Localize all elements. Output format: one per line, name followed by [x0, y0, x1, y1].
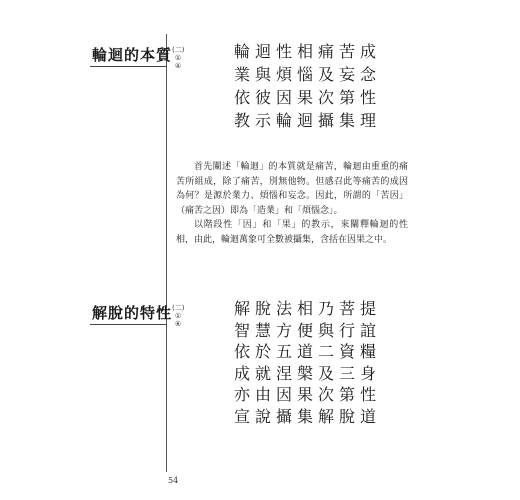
verse-line: 教示輪迴攝集理	[234, 111, 382, 130]
section-title-liberation: 解脫的特性	[92, 304, 173, 322]
section-title-underline	[90, 66, 166, 67]
section-tag: (二) ① ⑥	[172, 304, 185, 328]
verse-liberation	[234, 298, 381, 427]
verse-line: 依彼因果次第性	[234, 88, 382, 107]
verse-samsara	[234, 40, 381, 132]
vertical-divider	[166, 34, 167, 472]
prose-paragraph: 首先闡述「輪迴」的本質就是痛苦，輪迴由重重的痛苦所組成，除了痛苦，別無他物。但感召此等痛苦的成因為何？是源於業力、煩惱和妄念。因此，所謂的「苦因」（痛苦之因）即為「造業」和「煩惱念」。	[176, 162, 408, 216]
verse-line: 依於五道二資糧	[234, 342, 382, 361]
verse-line: 解脫法相乃菩提	[234, 299, 382, 318]
verse-line: 輪迴性相痛苦成	[234, 42, 382, 61]
verse-line: 成就涅槃及三身	[234, 363, 382, 383]
section-title-underline	[90, 324, 166, 325]
page-number: 54	[168, 476, 179, 485]
section-title-samsara: 輪迴的本質	[92, 46, 173, 64]
prose-paragraph: 以階段性「因」和「果」的教示，來闡釋輪迴的性相，由此，輪迴萬象可全數被攝集，含括在因果之中。	[176, 220, 408, 245]
verse-line: 智慧方便與行誼	[234, 320, 382, 340]
prose-block	[176, 160, 408, 247]
verse-line: 亦由因果次第性	[234, 385, 382, 404]
verse-line: 宣說攝集解脫道	[234, 406, 382, 426]
verse-line: 業與煩惱及妄念	[234, 65, 382, 84]
section-tag: (二) ① ④	[172, 46, 185, 70]
